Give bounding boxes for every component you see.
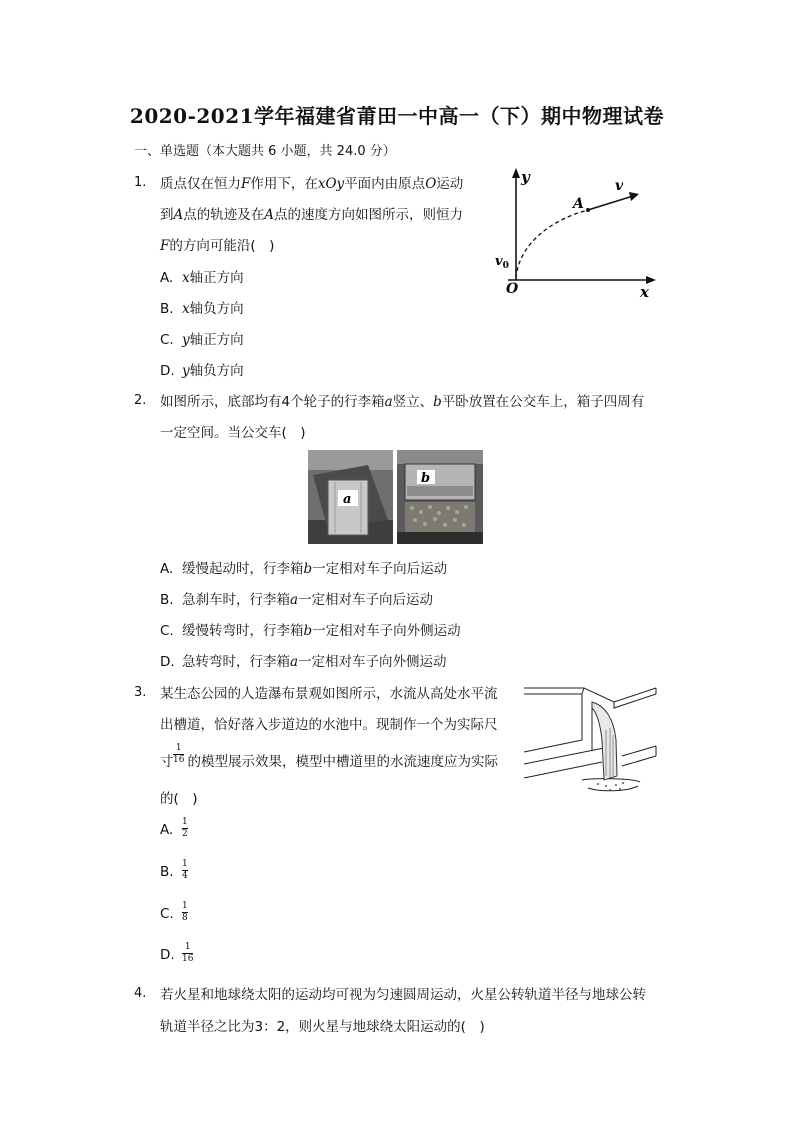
velocity-vector bbox=[588, 196, 633, 210]
section-heading: 一、单选题（本大题共 6 小题，共 24.0 分） bbox=[134, 144, 396, 159]
q1-trajectory-figure bbox=[488, 160, 668, 305]
question-text-line: 的( ) bbox=[160, 791, 198, 807]
page-title: 2020-2021学年福建省莆田一中高一（下）期中物理试卷 bbox=[129, 104, 665, 128]
photo-label-b: b bbox=[421, 471, 431, 486]
question-text-line: 到A点的轨迹及在A点的速度方向如图所示，则恒力 bbox=[160, 207, 463, 223]
question-number: 3. bbox=[134, 685, 147, 700]
option-b[interactable]: B. 急刹车时，行李箱a一定相对车子向后运动 bbox=[160, 592, 434, 608]
v0-label: $v_0$ bbox=[495, 254, 509, 271]
x-axis-label: x bbox=[640, 283, 649, 301]
option-d[interactable]: D. y轴负方向 bbox=[160, 363, 244, 379]
point-a-label: A bbox=[573, 196, 584, 212]
fraction-1-16: 1 16 bbox=[173, 743, 185, 765]
question-text-line: 如图所示，底部均有4个轮子的行李箱a竖立、b平卧放置在公交车上，箱子四周有 bbox=[160, 394, 645, 410]
question-text-line: 某生态公园的人造瀑布景观如图所示，水流从高处水平流 bbox=[160, 686, 498, 702]
option-d[interactable]: D. 急转弯时，行李箱a一定相对车子向外侧运动 bbox=[160, 654, 447, 670]
question-number: 4. bbox=[134, 986, 147, 1001]
option-b[interactable]: B. x轴负方向 bbox=[160, 301, 244, 317]
option-c[interactable]: C. y轴正方向 bbox=[160, 332, 244, 348]
option-b[interactable]: B. bbox=[160, 864, 174, 880]
option-a[interactable]: A. x轴正方向 bbox=[160, 270, 244, 286]
option-c[interactable]: C. 缓慢转弯时，行李箱b一定相对车子向外侧运动 bbox=[160, 623, 461, 639]
origin-label: O bbox=[506, 281, 519, 297]
question-text-line: 质点仅在恒力F作用下，在xOy平面内由原点O运动 bbox=[160, 176, 464, 192]
waterfall-figure bbox=[522, 680, 662, 800]
option-d-fraction: 1 16 bbox=[182, 942, 194, 964]
y-axis-label: y bbox=[521, 168, 530, 186]
photo-label-a: a bbox=[343, 492, 352, 507]
question-number: 1. bbox=[134, 175, 147, 190]
velocity-arrow bbox=[629, 192, 639, 201]
luggage-photo-a bbox=[308, 450, 393, 544]
option-b-fraction: 1 4 bbox=[182, 859, 188, 881]
question-text-line: F的方向可能沿( ) bbox=[160, 238, 275, 254]
question-text-line: 若火星和地球绕太阳的运动均可视为匀速圆周运动，火星公转轨道半径与地球公转 bbox=[160, 987, 646, 1003]
question-number: 2. bbox=[134, 393, 147, 408]
question-text-line: 出槽道，恰好落入步道边的水池中。现制作一个为实际尺 bbox=[160, 717, 498, 733]
option-a[interactable]: A. bbox=[160, 822, 174, 838]
option-a[interactable]: A. 缓慢起动时，行李箱b一定相对车子向后运动 bbox=[160, 561, 448, 577]
trajectory-curve bbox=[516, 210, 588, 278]
option-a-fraction: 1 2 bbox=[182, 817, 188, 839]
option-d[interactable]: D. bbox=[160, 947, 175, 963]
option-c[interactable]: C. bbox=[160, 906, 174, 922]
point-a-dot bbox=[586, 208, 590, 212]
luggage-photo-b bbox=[397, 450, 483, 544]
v-label: v bbox=[615, 178, 624, 194]
question-text-line: 一定空间。当公交车( ) bbox=[160, 425, 306, 441]
question-text-line: 寸 的模型展示效果，模型中槽道里的水流速度应为实际 bbox=[160, 754, 498, 770]
question-text-line: 轨道半径之比为3：2，则火星与地球绕太阳运动的( ) bbox=[160, 1019, 485, 1035]
y-axis-arrow bbox=[512, 168, 520, 178]
option-c-fraction: 1 8 bbox=[182, 901, 188, 923]
